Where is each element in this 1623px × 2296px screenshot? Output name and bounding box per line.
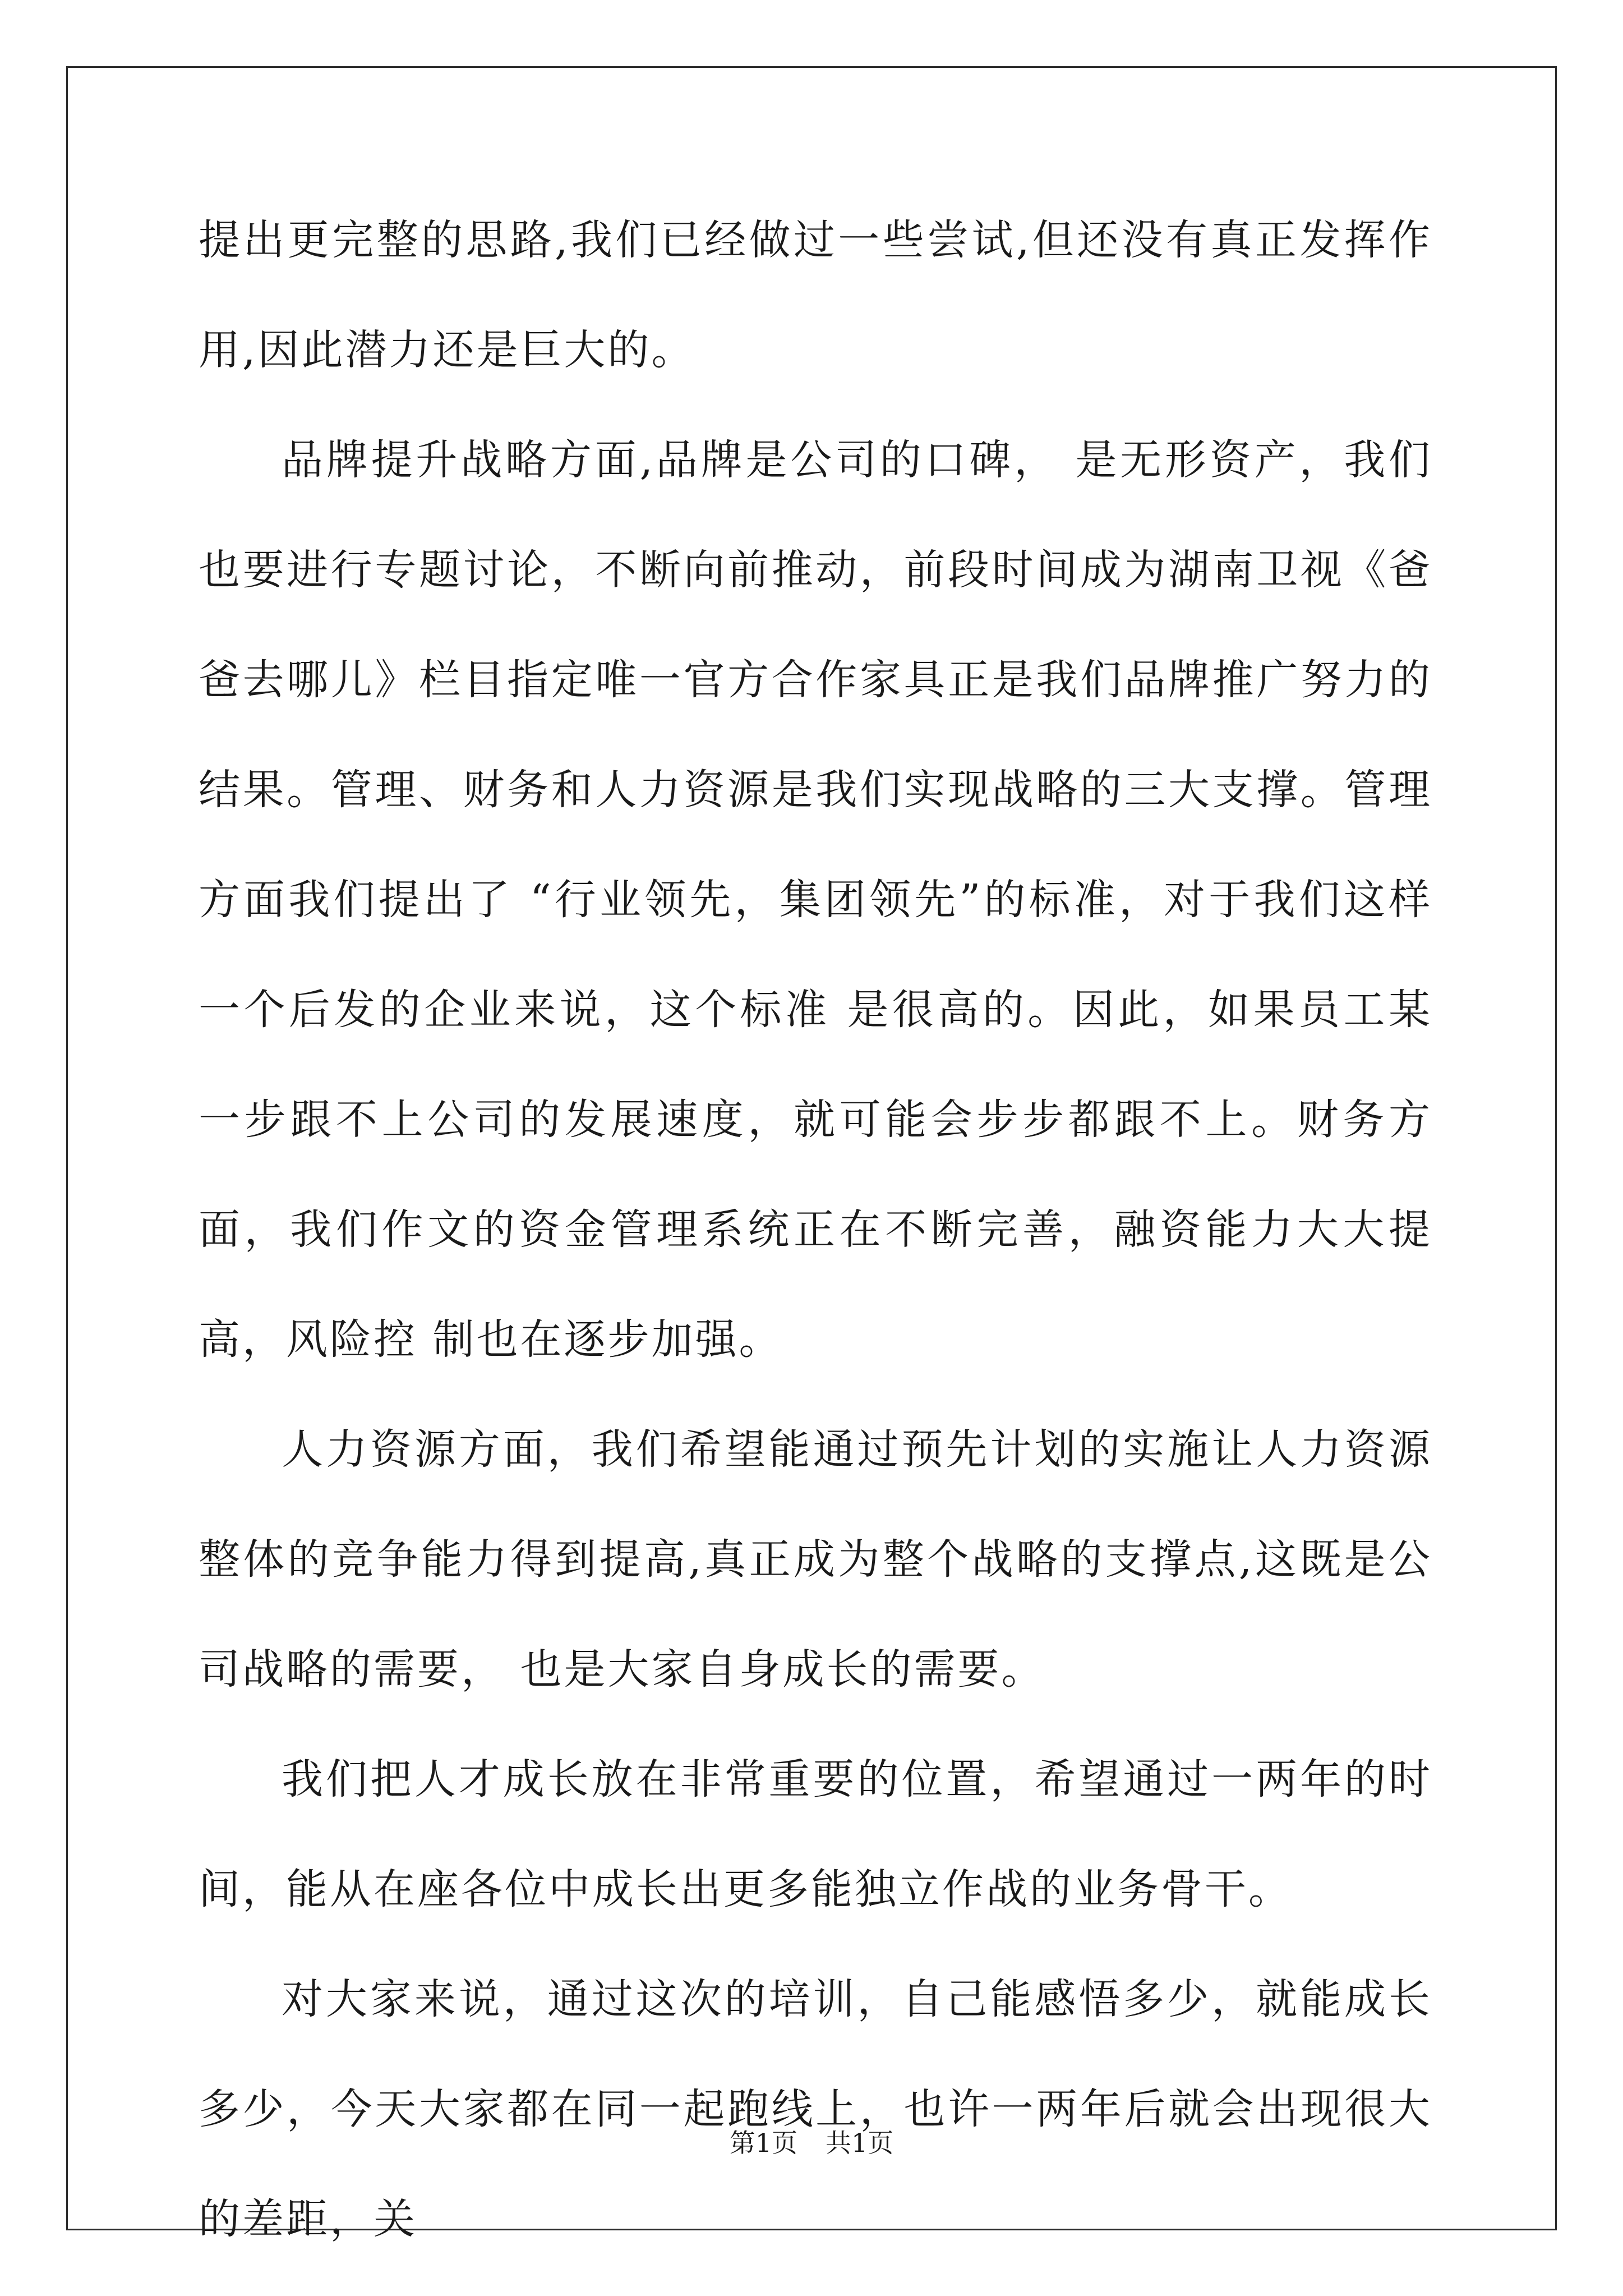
- paragraph-2: 品牌提升战略方面,品牌是公司的口碑， 是无形资产，我们也要进行专题讨论，不断向前推动，前段时间成为湖南卫视《爸爸去哪儿》栏目指定唯一官方合作家具正是我们品牌推广努力的结果。管理、财务和人力资源是我们实现战略的三大支撑。管理方面我们提出了 “行业领先，集团领先”的标准，对于我们这样一个后发的企业来说，这个标准 是很高的。因此，如果员工某一步跟不上公司的发展速度，就可能会步步都跟不上。财务方面，我们作文的资金管理系统正在不断完善，融资能力大大提高，风险控 制也在逐步加强。: [199, 436, 1432, 1364]
- paragraph-5: 对大家来说，通过这次的培训，自己能感悟多少，就能成长多少，今天大家都在同一起跑线上，也许一两年后就会出现很大的差距，关: [199, 1975, 1432, 2243]
- paragraph-3: 人力资源方面，我们希望能通过预先计划的实施让人力资源整体的竞争能力得到提高,真正成为整个战略的支撑点,这既是公司战略的需要， 也是大家自身成长的需要。: [199, 1425, 1432, 1694]
- page-number: 第1页: [729, 2128, 797, 2158]
- document-body: [199, 185, 1432, 2274]
- page-total: 共1页: [826, 2128, 894, 2158]
- page-footer: [0, 2126, 1623, 2160]
- paragraph-1: 提出更完整的思路,我们已经做过一些尝试,但还没有真正发挥作 用,因此潜力还是巨大的。: [199, 216, 1432, 374]
- paragraph-4: 我们把人才成长放在非常重要的位置，希望通过一两年的时间，能从在座各位中成长出更多能独立作战的业务骨干。: [199, 1755, 1432, 1913]
